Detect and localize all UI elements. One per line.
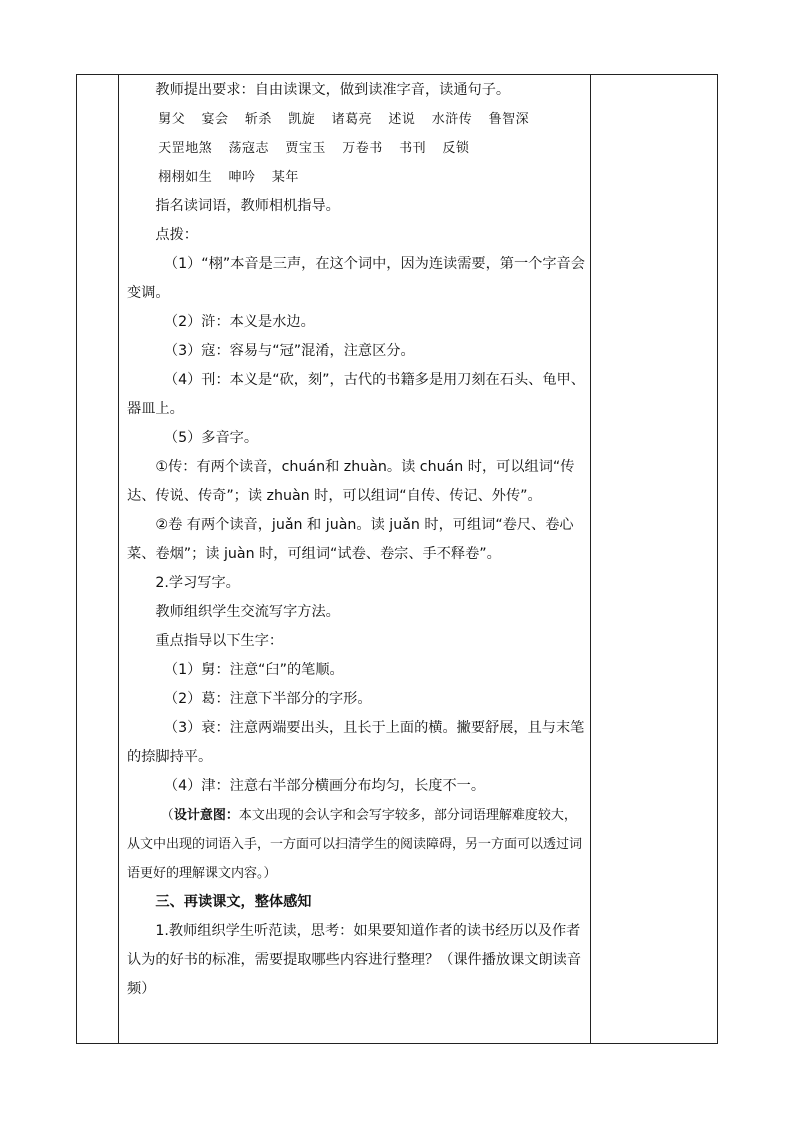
point-item: （5）多音字。 xyxy=(163,430,259,446)
section-heading: 三、再读课文，整体感知 xyxy=(155,894,312,910)
focus-text: 重点指导以下生字： xyxy=(155,633,284,649)
word-item: 鲁智深 xyxy=(488,112,530,127)
char-item: （3）衰：注意两端要出头，且长于上面的横。撇要舒展，且与末笔的捺脚持平。 xyxy=(127,720,585,765)
word-item: 栩栩如生 xyxy=(158,170,213,185)
intro-text: 教师提出要求：自由读课文，做到读准字音，读通句子。 xyxy=(155,82,511,98)
word-list-row-2 xyxy=(127,134,585,163)
word-item: 宴会 xyxy=(201,112,229,127)
word-item: 舅父 xyxy=(158,112,186,127)
organize-text: 教师组织学生交流写字方法。 xyxy=(155,604,340,620)
char-item: （2）葛：注意下半部分的字形。 xyxy=(163,691,372,707)
learn-write-heading: 2.学习写字。 xyxy=(155,575,240,591)
word-item: 诸葛亮 xyxy=(331,112,373,127)
table-column-divider-right xyxy=(590,75,591,1043)
word-item: 某年 xyxy=(271,170,299,185)
point-item: （4）刊：本义是“砍，刻”，古代的书籍多是用刀刻在石头、龟甲、器皿上。 xyxy=(127,372,585,417)
word-item: 反锁 xyxy=(442,141,470,156)
char-item: （1）舅：注意“臼”的笔顺。 xyxy=(163,662,344,678)
design-intent-label: 设计意图： xyxy=(173,808,239,823)
word-list-row-3 xyxy=(127,163,585,192)
point-label: 点拨： xyxy=(155,227,198,243)
word-item: 呻吟 xyxy=(228,170,256,185)
word-item: 书刊 xyxy=(399,141,427,156)
polyphone-item: ②卷 有两个读音，juǎn 和 juàn。读 juǎn 时，可组词“卷尺、卷心菜、卷烟”；读 juàn 时，可组词“试卷、卷宗、手不释卷”。 xyxy=(127,517,574,562)
polyphone-item: ①传：有两个读音，chuán和 zhuàn。读 chuán 时，可以组词“传达、传说、传奇”；读 zhuàn 时，可以组词“自传、传记、外传”。 xyxy=(127,459,575,504)
design-intent-note xyxy=(127,801,585,888)
point-item: （1）“栩”本音是三声，在这个词中，因为连读需要，第一个字音会变调。 xyxy=(127,256,585,301)
word-item: 水浒传 xyxy=(431,112,473,127)
design-open-paren: （ xyxy=(160,808,174,823)
instruction-text: 指名读词语，教师相机指导。 xyxy=(155,198,340,214)
word-item: 述说 xyxy=(388,112,416,127)
char-item: （4）津：注意右半部分横画分布均匀，长度不一。 xyxy=(163,778,486,794)
word-item: 贾宝玉 xyxy=(285,141,326,156)
point-item: （2）浒：本义是水边。 xyxy=(163,314,315,330)
task-text: 1.教师组织学生听范读，思考：如果要知道作者的读书经历以及作者认为的好书的标准，需要提取哪些内容进行整理？（课件播放课文朗读音频） xyxy=(127,923,582,997)
design-intent-text: 本文出现的会认字和会写字较多，部分词语理解难度较大，从文中出现的词语入手，一方面可以扫清学生的阅读障碍，另一方面可以透过词语更好的理解课文内容。） xyxy=(127,808,583,881)
word-item: 荡寇志 xyxy=(228,141,270,156)
lesson-content xyxy=(127,76,585,1004)
word-item: 天罡地煞 xyxy=(158,141,213,156)
word-item: 凯旋 xyxy=(288,112,316,127)
point-item: （3）寇：容易与“冠”混淆，注意区分。 xyxy=(163,343,415,359)
word-item: 斩杀 xyxy=(244,112,272,127)
word-list-row-1 xyxy=(127,105,585,134)
word-item: 万卷书 xyxy=(342,141,383,156)
table-column-divider-left xyxy=(118,75,119,1043)
